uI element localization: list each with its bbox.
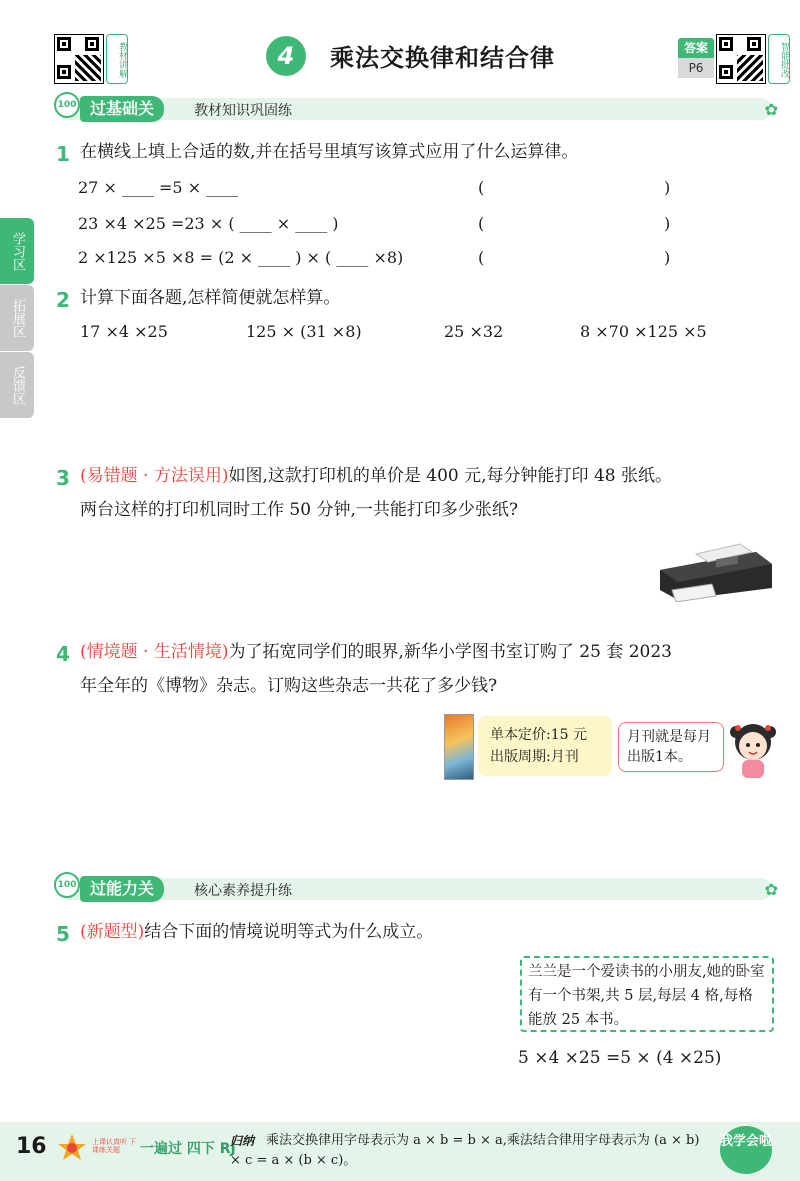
price-line: 单本定价:15 元 [490,727,587,743]
question-4-number: 4 [56,642,70,666]
tab-feedback[interactable]: 反馈区 [0,352,34,418]
left-qr-label: 教材讲解 [106,34,128,84]
page-number: 16 [16,1134,47,1159]
section-basic-bar [57,98,778,120]
section-basic-subtitle: 教材知识巩固练 [194,103,292,119]
mascot-icon: 100 [54,92,80,118]
question-3-text [80,460,780,493]
q1-row-2-paren-close: ) [664,214,671,233]
leaf-icon: ✿ [764,880,778,899]
mascot-icon: 100 [54,872,80,898]
q1-row-1-paren-close: ) [664,178,671,197]
section-basic-tag: 过基础关 [80,96,164,122]
answer-page: P6 [678,58,714,78]
question-4-text [80,636,780,669]
question-3-text-line2: 两台这样的打印机同时工作 50 分钟,一共能打印多少张纸? [80,500,518,520]
equation: 5 ×4 ×25 =5 × (4 ×25) [518,1048,722,1068]
question-5-body: 结合下面的情境说明等式为什么成立。 [144,922,434,942]
page-title: 乘法交换律和结合律 [330,44,555,72]
question-4-tag: (情境题 · 生活情境) [80,642,229,662]
section-ability-bar [57,878,778,900]
section-ability-subtitle: 核心素养提升练 [194,883,292,899]
brand-name: 一遍过 四下 RJ [140,1141,236,1157]
question-5-text [80,916,780,949]
q1-row-2-paren-open: ( [478,214,485,233]
q2-item-3: 25 ×32 [444,322,504,341]
q1-row-3[interactable]: 2 ×125 ×5 ×8 = (2 × ____ ) × ( ____ ×8) [78,248,404,267]
q1-row-1-paren-open: ( [478,178,485,197]
q2-item-4: 8 ×70 ×125 ×5 [580,322,707,341]
question-4-body: 为了拓宽同学们的眼界,新华小学图书室订购了 25 套 2023 [228,642,672,662]
q1-row-3-paren-open: ( [478,248,485,267]
question-2-text: 计算下面各题,怎样简便就怎样算。 [80,288,341,308]
question-5-number: 5 [56,922,70,946]
summary-text: 乘法交换律用字母表示为 a × b = b × a,乘法结合律用字母表示为 (a × b) × c = a × (b × c)。 [230,1133,700,1168]
q2-item-1: 17 ×4 ×25 [80,322,168,341]
question-3-tag: (易错题 · 方法误用) [80,466,229,486]
section-ability-tag: 过能力关 [80,876,164,902]
period-line: 出版周期:月刊 [490,749,579,765]
magazine-cover-image [444,714,474,780]
question-2-number: 2 [56,288,70,312]
question-1-number: 1 [56,142,70,166]
left-qr-code[interactable] [54,34,104,84]
printer-icon [656,530,774,602]
learned-badge[interactable]: 我学会啦 [720,1126,772,1174]
brand-slogan: 上课认真听 下课练关题 [92,1138,137,1154]
question-4-text-line2: 年全年的《博物》杂志。订购这些杂志一共花了多少钱? [80,676,498,696]
right-qr-label: 智能批改 [768,34,790,84]
tab-extend[interactable]: 拓展区 [0,285,34,351]
q1-row-1[interactable]: 27 × ____ =5 × ____ [78,178,239,197]
q1-row-3-paren-close: ) [664,248,671,267]
summary-label: 归纳 [230,1134,255,1148]
q2-item-2: 125 × (31 ×8) [246,322,362,341]
question-3-number: 3 [56,466,70,490]
side-tabs [0,218,34,419]
chapter-number-badge: 4 [266,36,306,76]
tab-study[interactable]: 学习区 [0,218,34,284]
scenario-box: 兰兰是一个爱读书的小朋友,她的卧室有一个书架,共 5 层,每层 4 格,每格能放 25 本书。 [520,956,774,1032]
answer-reference [678,38,714,78]
question-1-text: 在横线上填上合适的数,并在括号里填写该算式应用了什么运算律。 [80,142,579,162]
question-3-body: 如图,这款打印机的单价是 400 元,每分钟能打印 48 张纸。 [228,466,672,486]
speech-bubble: 月刊就是每月出版1本。 [618,722,724,772]
girl-character-icon [728,718,778,780]
q1-row-2[interactable]: 23 ×4 ×25 =23 × ( ____ × ____ ) [78,214,339,233]
answer-label: 答案 [678,38,714,58]
right-qr-code[interactable] [716,34,766,84]
question-5-tag: (新题型) [80,922,145,942]
leaf-icon: ✿ [764,100,778,119]
magazine-info-note [478,716,612,776]
